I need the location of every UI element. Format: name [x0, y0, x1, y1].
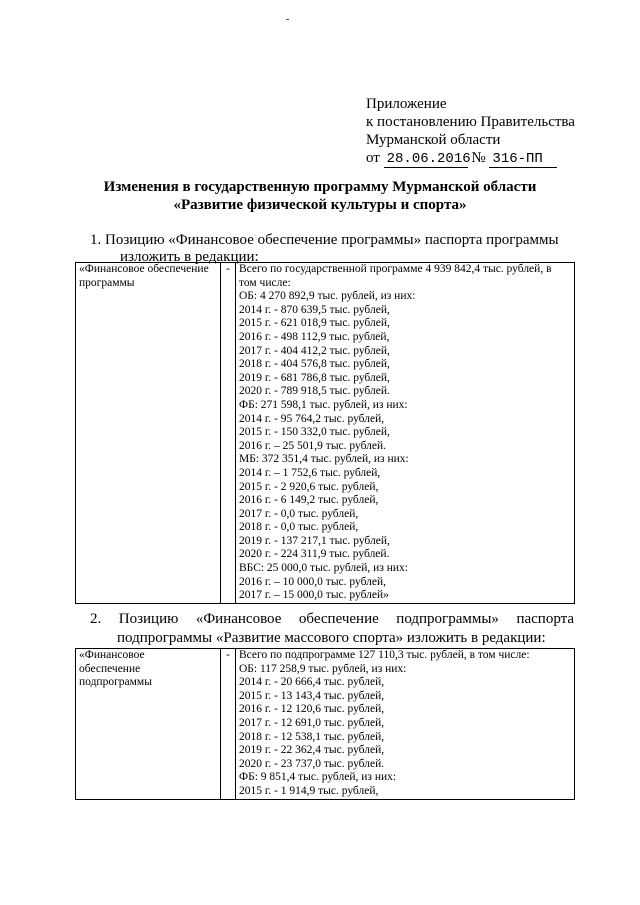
section2-content-cell	[236, 649, 575, 800]
finance-line: 2017 г. - 12 691,0 тыс. рублей,	[239, 716, 385, 729]
finance-line: 2017 г. - 0,0 тыс. рублей,	[239, 507, 359, 520]
resolution-date: 28.06.2016	[384, 151, 468, 168]
section1-label: «Финансовое обеспечение программы	[79, 263, 209, 289]
resolution-number: 316-ПП	[489, 151, 557, 168]
finance-line: 2018 г. - 0,0 тыс. рублей,	[239, 521, 359, 534]
finance-line: ФБ: 9 851,4 тыс. рублей, из них:	[239, 771, 397, 784]
finance-line: 2015 г. - 621 018,9 тыс. рублей,	[239, 317, 390, 330]
section1-table	[75, 262, 575, 604]
section2-label-line-1: «Финансовое	[79, 649, 145, 661]
table-row	[76, 263, 575, 604]
finance-line: 2020 г. - 224 311,9 тыс. рублей.	[239, 548, 390, 561]
finance-line: ФБ: 271 598,1 тыс. рублей, из них:	[239, 398, 408, 411]
section2-table	[75, 648, 575, 800]
heading-word: паспорта	[516, 611, 575, 627]
finance-line: 2016 г. - 498 112,9 тыс. рублей,	[239, 330, 390, 343]
finance-line: 2019 г. - 137 217,1 тыс. рублей,	[239, 534, 390, 547]
section1-label-cell	[76, 263, 221, 604]
finance-line: 2016 г. – 10 000,0 тыс. рублей,	[239, 575, 387, 588]
finance-line: 2015 г. - 13 143,4 тыс. рублей,	[239, 689, 385, 702]
section2-dash: -	[221, 649, 236, 800]
finance-line: 2017 г. - 404 412,2 тыс. рублей,	[239, 344, 390, 357]
appendix-line-1: Приложение	[366, 96, 447, 112]
finance-line: 2014 г. - 20 666,4 тыс. рублей,	[239, 676, 385, 689]
section2-label-cell	[76, 649, 221, 800]
finance-line: 2015 г. - 150 332,0 тыс. рублей,	[239, 426, 390, 439]
finance-line: 2016 г. - 12 120,6 тыс. рублей,	[239, 703, 385, 716]
section1-heading-line-1: 1. Позицию «Финансовое обеспечение программы» паспорта программы	[90, 232, 559, 248]
finance-line: 2014 г. - 95 764,2 тыс. рублей,	[239, 412, 385, 425]
finance-line: 2015 г. - 1 914,9 тыс. рублей,	[239, 784, 379, 797]
finance-line: 2018 г. - 404 576,8 тыс. рублей,	[239, 358, 390, 371]
finance-line: 2020 г. - 789 918,5 тыс. рублей.	[239, 385, 390, 398]
number-sign: №	[471, 150, 486, 166]
finance-line: том числе:	[239, 276, 291, 289]
section2-heading-line-2: подпрограммы «Развитие массового спорта» изложить в редакции:	[117, 630, 546, 646]
appendix-line-3: Мурманской области	[366, 132, 501, 148]
finance-line: 2014 г. - 870 639,5 тыс. рублей,	[239, 303, 390, 316]
finance-line: 2019 г. - 22 362,4 тыс. рублей,	[239, 744, 385, 757]
finance-line: ОБ: 117 258,9 тыс. рублей, из них:	[239, 662, 407, 675]
finance-line: ВБС: 25 000,0 тыс. рублей, из них:	[239, 562, 409, 575]
finance-line: 2016 г. – 25 501,9 тыс. рублей.	[239, 439, 387, 452]
date-prefix: от	[366, 150, 380, 166]
section2-label-line-2: обеспечение	[79, 662, 141, 675]
section1-heading-line-2: изложить в редакции:	[120, 249, 259, 265]
heading-word: обеспечение	[298, 611, 379, 627]
document-title	[0, 178, 640, 214]
finance-line: 2018 г. - 12 538,1 тыс. рублей,	[239, 730, 385, 743]
appendix-line-2: к постановлению Правительства	[366, 114, 575, 130]
finance-line: МБ: 372 351,4 тыс. рублей, из них:	[239, 453, 409, 466]
section2-heading-line-1	[90, 611, 574, 628]
section2-label-line-3: подпрограммы	[79, 676, 152, 689]
title-line-2: «Развитие физической культуры и спорта»	[173, 197, 467, 213]
finance-line: Всего по государственной программе 4 939 842,4 тыс. рублей, в	[239, 263, 552, 275]
heading-word: подпрограммы»	[396, 611, 499, 627]
finance-line: 2017 г. – 15 000,0 тыс. рублей»	[239, 589, 389, 602]
table-row	[76, 649, 575, 800]
finance-line: Всего по подпрограмме 127 110,3 тыс. рублей, в том числе:	[239, 649, 530, 661]
heading-word: 2.	[90, 611, 102, 627]
section1-content-cell	[236, 263, 575, 604]
finance-line: 2014 г. – 1 752,6 тыс. рублей,	[239, 466, 381, 479]
finance-line: ОБ: 4 270 892,9 тыс. рублей, из них:	[239, 290, 416, 303]
section1-dash: -	[221, 263, 236, 604]
section1-heading	[90, 232, 559, 266]
finance-line: 2015 г. - 2 920,6 тыс. рублей,	[239, 480, 379, 493]
heading-word: «Финансовое	[195, 611, 282, 627]
finance-line: 2016 г. - 6 149,2 тыс. рублей,	[239, 494, 379, 507]
appendix-block	[366, 95, 575, 168]
heading-word: Позицию	[118, 611, 179, 627]
title-line-1: Изменения в государственную программу Мурманской области	[103, 179, 537, 195]
finance-line: 2019 г. - 681 786,8 тыс. рублей,	[239, 371, 390, 384]
top-mark: -	[286, 14, 290, 25]
appendix-date-line	[366, 149, 575, 168]
finance-line: 2020 г. - 23 737,0 тыс. рублей.	[239, 757, 385, 770]
